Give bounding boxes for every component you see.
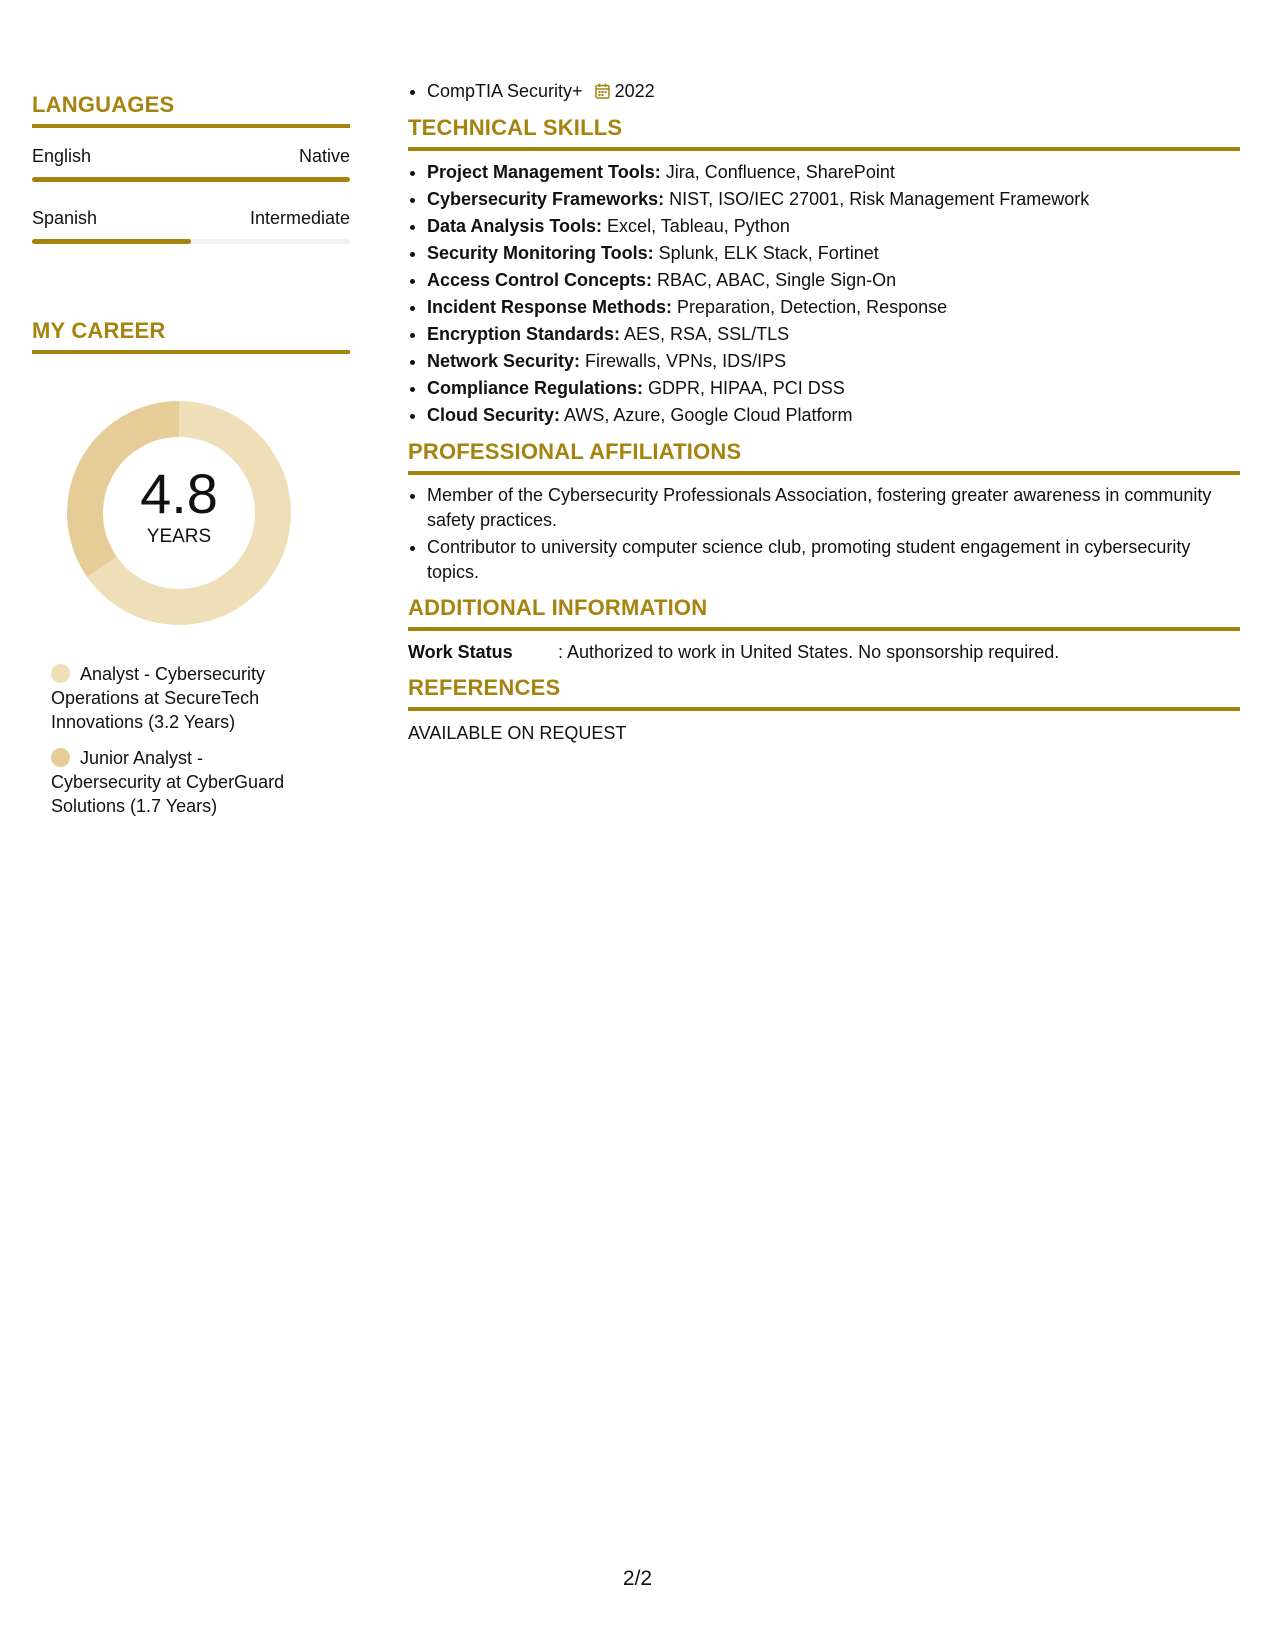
info-row xyxy=(408,639,1240,665)
skill-item xyxy=(427,402,1240,429)
affiliations-section xyxy=(408,439,1240,585)
affiliations-list xyxy=(408,483,1240,585)
info-label: Work Status xyxy=(408,642,513,662)
skill-value: AES, RSA, SSL/TLS xyxy=(620,324,790,344)
additional-info-rows xyxy=(408,639,1240,665)
language-row xyxy=(32,146,350,167)
certification-item xyxy=(427,78,1240,105)
skill-label: Compliance Regulations: xyxy=(427,378,644,398)
references-heading: REFERENCES xyxy=(408,675,1240,711)
skill-item xyxy=(427,375,1240,402)
additional-info-section xyxy=(408,595,1240,665)
language-item xyxy=(32,146,350,182)
legend-label: Junior Analyst - Cybersecurity at CyberGuard Solutions (1.7 Years) xyxy=(51,748,285,816)
skill-value: GDPR, HIPAA, PCI DSS xyxy=(643,378,845,398)
skill-value: NIST, ISO/IEC 27001, Risk Management Framework xyxy=(664,189,1090,209)
legend-label: Analyst - Cybersecurity Operations at SecureTech Innovations (3.2 Years) xyxy=(51,664,266,732)
certification-date xyxy=(595,81,655,101)
affiliation-item: • Contributor to university computer science club, promoting student engagement in cybersecurity topics. xyxy=(427,535,1240,585)
skill-value: Jira, Confluence, SharePoint xyxy=(660,162,895,182)
page-number: 2/2 xyxy=(622,1567,653,1590)
additional-info-heading: ADDITIONAL INFORMATION xyxy=(408,595,1240,631)
affiliations-heading: PROFESSIONAL AFFILIATIONS xyxy=(408,439,1240,475)
language-list xyxy=(32,146,350,244)
language-proficiency-fill xyxy=(32,239,191,244)
skill-item xyxy=(427,267,1240,294)
certification-list xyxy=(408,78,1240,105)
certification-year: 2022 xyxy=(614,81,655,101)
language-level: Native xyxy=(298,146,350,166)
skill-label: Access Control Concepts: xyxy=(427,270,653,290)
skill-item xyxy=(427,159,1240,186)
skill-value: Splunk, ELK Stack, Fortinet xyxy=(653,243,879,263)
language-name: Spanish xyxy=(32,208,98,228)
skill-value: RBAC, ABAC, Single Sign-On xyxy=(652,270,897,290)
references-section xyxy=(408,675,1240,744)
skill-item xyxy=(427,213,1240,240)
career-total-value: 4.8 xyxy=(140,462,218,525)
skills-list xyxy=(408,159,1240,429)
skill-item xyxy=(427,186,1240,213)
language-row xyxy=(32,208,350,229)
skill-label: Data Analysis Tools: xyxy=(427,216,603,236)
technical-skills-section xyxy=(408,115,1240,429)
career-total-unit: YEARS xyxy=(146,526,212,547)
calendar-icon xyxy=(595,81,615,101)
affiliation-item: • Member of the Cybersecurity Professionals Association, fostering greater awareness in community safety practices. xyxy=(427,483,1240,533)
skill-item xyxy=(427,321,1240,348)
skill-value: Preparation, Detection, Response xyxy=(672,297,948,317)
skill-item xyxy=(427,294,1240,321)
career-heading: MY CAREER xyxy=(32,318,350,354)
donut-center xyxy=(64,398,294,628)
skill-label: Cybersecurity Frameworks: xyxy=(427,189,665,209)
languages-heading: LANGUAGES xyxy=(32,92,350,128)
language-proficiency-fill xyxy=(32,177,350,182)
career-legend xyxy=(51,662,350,818)
technical-skills-heading: TECHNICAL SKILLS xyxy=(408,115,1240,151)
career-legend-item xyxy=(51,746,311,818)
skill-value: Firewalls, VPNs, IDS/IPS xyxy=(580,351,787,371)
skill-value: Excel, Tableau, Python xyxy=(602,216,790,236)
language-name: English xyxy=(32,146,92,166)
references-text: AVAILABLE ON REQUEST xyxy=(408,723,627,743)
language-proficiency-bar xyxy=(32,177,350,182)
left-column xyxy=(32,92,350,830)
certification-name: CompTIA Security+ xyxy=(427,81,583,101)
career-donut-chart xyxy=(64,398,294,628)
language-item xyxy=(32,208,350,244)
language-proficiency-bar xyxy=(32,239,350,244)
skill-label: Project Management Tools: xyxy=(427,162,661,182)
skill-label: Security Monitoring Tools: xyxy=(427,243,654,263)
info-value: : Authorized to work in United States. No sponsorship required. xyxy=(558,642,1060,662)
career-legend-item xyxy=(51,662,311,734)
skill-value: AWS, Azure, Google Cloud Platform xyxy=(560,405,853,425)
language-level: Intermediate xyxy=(249,208,350,228)
skill-item xyxy=(427,348,1240,375)
legend-dot-icon xyxy=(51,748,70,767)
skill-label: Encryption Standards: xyxy=(427,324,621,344)
skill-label: Incident Response Methods: xyxy=(427,297,673,317)
right-column xyxy=(408,78,1240,744)
legend-dot-icon xyxy=(51,664,70,683)
skill-label: Network Security: xyxy=(427,351,581,371)
skill-label: Cloud Security: xyxy=(427,405,561,425)
skill-item xyxy=(427,240,1240,267)
